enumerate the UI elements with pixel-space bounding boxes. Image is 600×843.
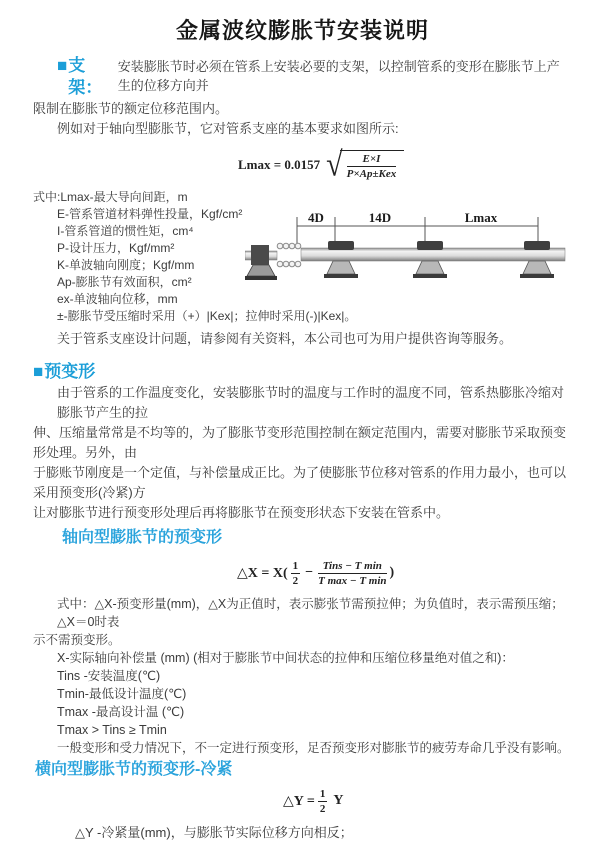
axial-line: Tmin-最低设计温度(℃) <box>57 687 187 701</box>
fraction-denominator: 2 <box>292 574 299 587</box>
lmax-fraction-numerator: E×I <box>347 153 397 167</box>
bellows-icon <box>277 243 301 267</box>
section-square-icon: ■ <box>33 362 44 381</box>
document-page <box>0 14 600 843</box>
definition-line: 式中:Lmax-最大导向间距，m <box>33 190 188 204</box>
pipe-support-diagram <box>245 206 600 301</box>
fraction-numerator: 1 <box>292 559 299 572</box>
page-title: 金属波纹膨胀节安装说明 <box>175 18 429 43</box>
section-square-icon: ■ <box>57 56 68 75</box>
support-intro-line2: 限制在膨胀节的额定位移范围内。 <box>33 101 229 116</box>
lmax-formula <box>238 147 572 183</box>
predeform-paragraph-line: 让对膨胀节进行预变形处理后再将膨胀节在预变形状态下安装在管系中。 <box>33 505 450 520</box>
definition-line: ex-单波轴向位移，mm <box>57 292 178 306</box>
predeform-heading-label: 预变形 <box>44 362 96 381</box>
predeform-paragraph-line: 伸、压缩量常常是不均等的，为了膨胀节变形范围控制在额定范围内，需要对膨胀节采取预变形处理。另外，由 <box>33 425 567 460</box>
support-intro-text: 安装膨胀节时必须在管系上安装必要的支架，以控制管系的变形在膨胀节上产生的位移方向并 <box>117 59 560 93</box>
definition-line: P-设计压力，Kgf/mm² <box>57 241 175 255</box>
support-section-heading <box>33 55 572 99</box>
fraction-denominator: 2 <box>319 802 326 815</box>
lmax-fraction <box>347 153 397 180</box>
axial-line: 示不需预变形。 <box>33 633 121 647</box>
predeform-paragraph-line: 由于管系的工作温度变化，安装膨胀节时的温度与工作时的温度不同，管系热膨胀冷缩对膨胀节产生的拉 <box>57 385 565 420</box>
axial-formula-close: ) <box>389 565 395 580</box>
axial-formula-lhs: △X = X( <box>237 565 288 581</box>
support-note: 关于管系支座设计问题，请参阅有关资料，本公司也可为用户提供咨询等服务。 <box>57 331 513 346</box>
sqrt-radicand <box>340 150 405 180</box>
lmax-fraction-denominator: P×Ap±Kex <box>346 168 397 180</box>
predeform-section-heading <box>33 361 572 383</box>
definition-line: ±-膨胀节受压缩时采用（+）|Kex|；拉伸时采用(-)|Kex|。 <box>57 309 357 323</box>
temperature-fraction <box>318 560 386 587</box>
support-heading-label: 支架： <box>68 56 103 97</box>
lateral-formula-lhs: △Y = <box>283 793 315 809</box>
definition-line: E-管系管道材料弹性投量，Kgf/cm² <box>57 207 243 221</box>
dim-label-lmax: Lmax <box>464 210 498 225</box>
sqrt-sign-glyph: √ <box>326 145 343 184</box>
minus-operator: − <box>305 565 314 580</box>
fraction-denominator: T max − T min <box>318 574 387 587</box>
lmax-formula-lhs: Lmax = 0.0157 <box>238 157 321 172</box>
axial-line: X-实际轴向补偿量 (mm) (相对于膨胀节中间状态的拉伸和压缩位移量绝对值之和)： <box>57 651 514 665</box>
axial-line: 一般变形和受力情况下，不一定进行预变形，足否预变形对膨胀节的疲劳寿命几乎没有影响。 <box>57 741 570 755</box>
axial-explanation <box>33 595 572 757</box>
lateral-formula-rhs: Y <box>333 793 344 808</box>
dim-label-4d: 4D <box>308 210 324 225</box>
support-example-line: 例如对于轴向型膨胀节，它对管系支座的基本要求如图所示: <box>57 121 399 136</box>
predeform-paragraph-line: 于膨账节刚度是一个定值，与补偿量成正比。为了使膨胀节位移对管系的作用力最小，也可以采用预变形(冷紧)方 <box>33 465 567 500</box>
fraction-numerator: Tins − T min <box>318 560 386 574</box>
axial-line: 式中：△X-预变形量(mm)，△X为正值时，表示膨张节需预拉伸；为负值时，表示需预压缩；△X＝0时表 <box>57 597 564 629</box>
dim-label-14d: 14D <box>368 210 392 225</box>
one-half-fraction <box>318 788 328 815</box>
definition-line: Ap-膨胀节有效面积，cm² <box>57 275 192 289</box>
axial-line: Tmax > Tins ≥ Tmin <box>57 723 167 737</box>
axial-subheading: 轴向型膨胀节的预变形 <box>62 529 223 546</box>
axial-formula <box>237 557 572 589</box>
lateral-subheading: 横向型膨胀节的预变形-冷紧 <box>35 761 233 778</box>
sqrt-radical <box>326 145 404 184</box>
lateral-note: △Y -冷紧量(mm)，与膨胀节实际位移方向相反； <box>75 825 353 840</box>
anchor-support <box>245 245 277 280</box>
axial-line: Tins -安装温度(℃) <box>57 669 161 683</box>
lateral-formula <box>283 787 572 815</box>
axial-line: Tmax -最高设计温 (℃) <box>57 705 185 719</box>
fraction-numerator: 1 <box>319 787 326 800</box>
one-half-fraction <box>291 560 301 587</box>
definition-line: I-管系管道的惯性矩，cm⁴ <box>57 224 194 238</box>
definition-line: K-单波轴向刚度；Kgf/mm <box>57 258 195 272</box>
